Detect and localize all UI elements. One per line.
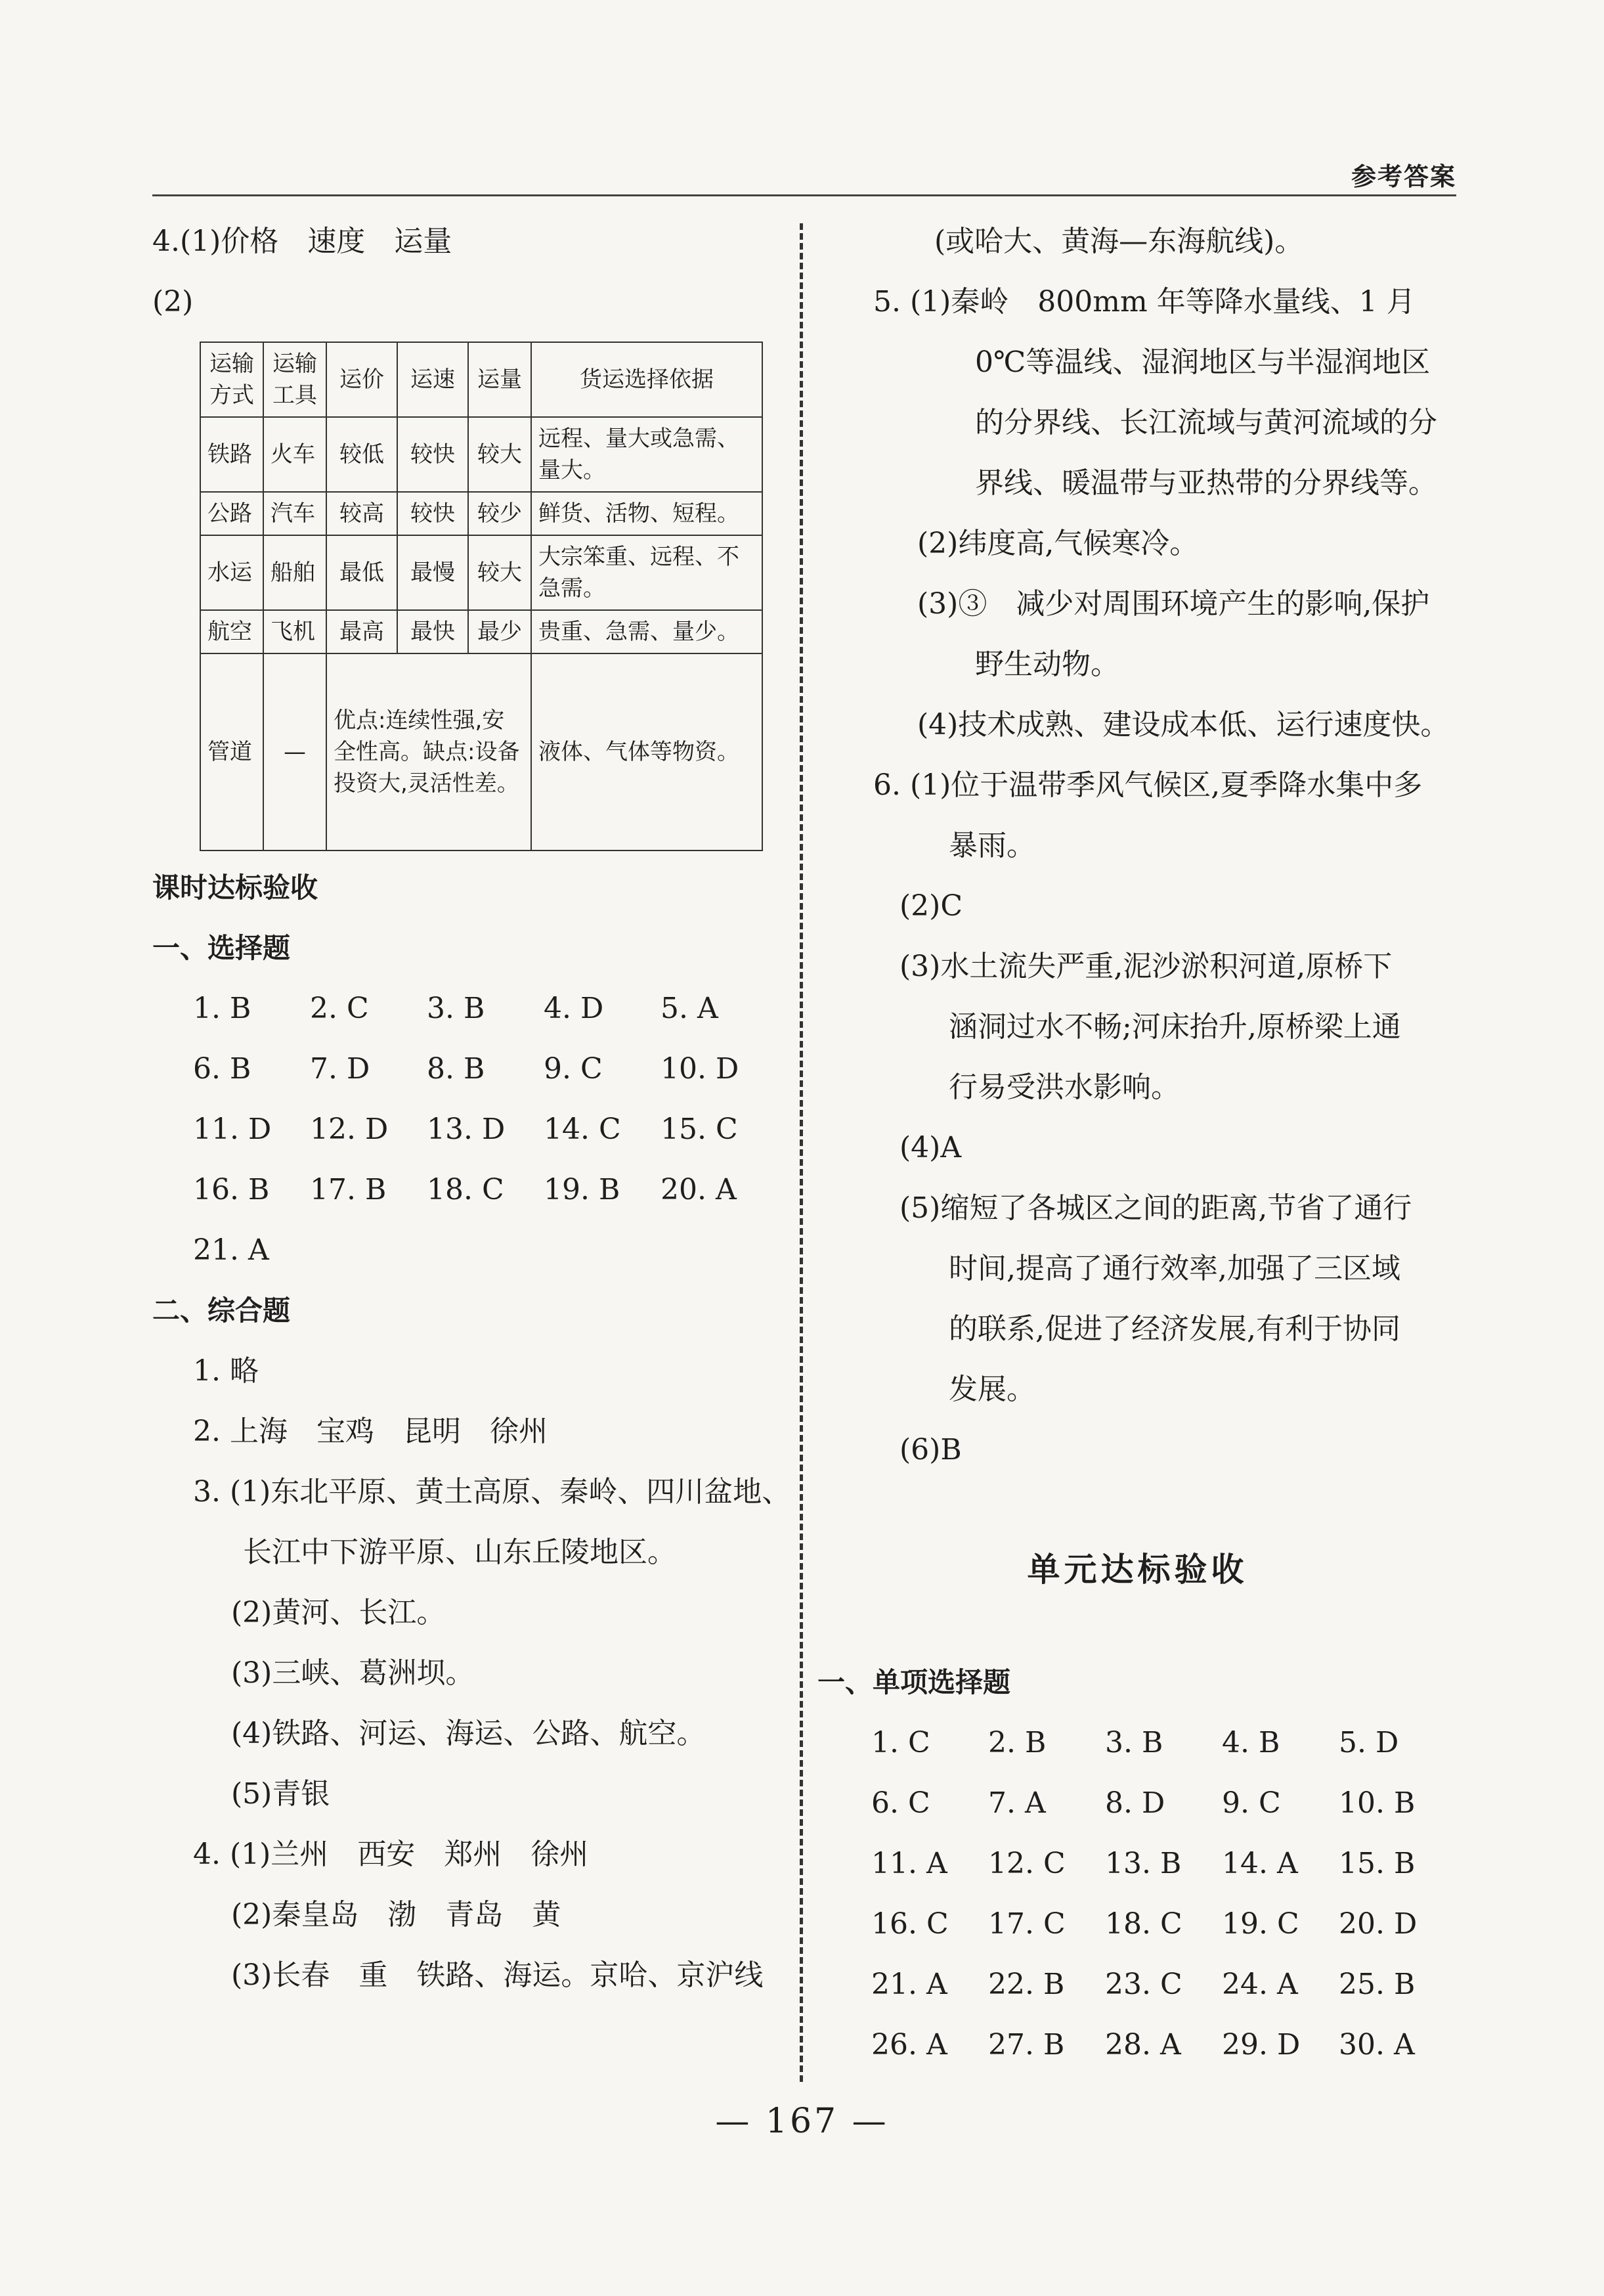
- answer-item: 1. C: [871, 1726, 930, 1759]
- answer-line: 6. (1)位于温带季风气候区,夏季降水集中多: [873, 768, 1423, 802]
- table-cell: 管道: [200, 653, 263, 850]
- answer-line: (5)缩短了各城区之间的距离,节省了通行: [900, 1191, 1412, 1225]
- answer-item: 27. B: [988, 2028, 1065, 2062]
- table-cell: 航空: [200, 610, 263, 653]
- q4-sub2: (2): [152, 285, 194, 319]
- answer-line: (6)B: [900, 1433, 962, 1467]
- choice-answers: [152, 979, 783, 1281]
- answer-item: 14. C: [544, 1113, 621, 1146]
- answer-line: (3)长春 重 铁路、海运。京哈、京沪线: [231, 1958, 764, 1992]
- answer-item: 5. D: [1339, 1726, 1399, 1759]
- table-cell: 火车: [263, 417, 326, 492]
- table-cell: 较大: [468, 417, 531, 492]
- answer-item: 12. D: [310, 1113, 389, 1146]
- answer-item: 10. D: [661, 1052, 739, 1086]
- table-row: [200, 535, 762, 610]
- answer-line: (2)纬度高,气候寒冷。: [917, 527, 1199, 560]
- page-number: — 167 —: [715, 2102, 889, 2141]
- answer-item: 9. C: [544, 1052, 603, 1086]
- answer-line: (2)黄河、长江。: [231, 1596, 446, 1629]
- table-cell: 较高: [326, 492, 397, 535]
- answer-item: 7. A: [988, 1786, 1046, 1820]
- column-divider: [800, 223, 803, 2082]
- answer-item: 16. B: [193, 1173, 270, 1206]
- answer-item: 14. A: [1222, 1847, 1298, 1880]
- answer-line: (2)C: [900, 889, 963, 923]
- answer-item: 11. A: [871, 1847, 947, 1880]
- answer-item: 6. C: [871, 1786, 930, 1820]
- answer-item: 15. C: [661, 1113, 738, 1146]
- answer-item: 5. A: [661, 992, 718, 1025]
- table-header-cell: 运输工具: [263, 342, 326, 417]
- answer-item: 20. D: [1339, 1907, 1418, 1941]
- answer-line: 涵洞过水不畅;河床抬升,原桥梁上通: [949, 1010, 1401, 1044]
- answer-line: 2. 上海 宝鸡 昆明 徐州: [193, 1415, 548, 1448]
- table-row: [200, 610, 762, 653]
- answer-line: 0℃等温线、湿润地区与半湿润地区: [975, 345, 1431, 379]
- answer-item: 1. B: [193, 992, 251, 1025]
- answer-item: 11. D: [193, 1113, 272, 1146]
- choice-answers: [817, 1713, 1458, 2075]
- table-cell: —: [263, 653, 326, 850]
- answer-line: 发展。: [949, 1373, 1035, 1406]
- answer-item: 8. B: [427, 1052, 485, 1086]
- table-header-cell: 货运选择依据: [531, 342, 762, 417]
- answer-line: 长江中下游平原、山东丘陵地区。: [243, 1535, 676, 1569]
- answer-item: 19. B: [544, 1173, 620, 1206]
- table-row: [200, 417, 762, 492]
- answer-item: 30. A: [1339, 2028, 1415, 2062]
- answer-line: 的联系,促进了经济发展,有利于协同: [949, 1312, 1400, 1346]
- table-cell: 最低: [326, 535, 397, 610]
- answer-item: 17. C: [988, 1907, 1066, 1941]
- answer-item: 20. A: [661, 1173, 737, 1206]
- table-cell: 最高: [326, 610, 397, 653]
- answer-item: 4. D: [544, 992, 604, 1025]
- table-cell: 船舶: [263, 535, 326, 610]
- table-cell: 最快: [397, 610, 468, 653]
- answer-line: (3)水土流失严重,泥沙淤积河道,原桥下: [900, 950, 1393, 983]
- section-title: 课时达标验收: [152, 872, 318, 904]
- table-cell: 远程、量大或急需、量大。: [531, 417, 762, 492]
- header-rule: [152, 194, 1456, 196]
- table-cell: 较大: [468, 535, 531, 610]
- part1-title: 一、选择题: [152, 932, 291, 964]
- table-header-cell: 运输方式: [200, 342, 263, 417]
- table-cell-merged: 优点:连续性强,安全性高。缺点:设备投资大,灵活性差。: [326, 653, 531, 850]
- table-cell: 最少: [468, 610, 531, 653]
- table-cell: 液体、气体等物资。: [531, 653, 762, 850]
- answer-item: 6. B: [193, 1052, 251, 1086]
- answer-item: 8. D: [1105, 1786, 1165, 1820]
- table-cell: 较快: [397, 492, 468, 535]
- table-cell: 铁路: [200, 417, 263, 492]
- table-header-row: [200, 342, 762, 417]
- answer-line: (4)技术成熟、建设成本低、运行速度快。: [917, 708, 1450, 741]
- answer-line: 行易受洪水影响。: [949, 1071, 1180, 1104]
- answer-item: 24. A: [1222, 1968, 1298, 2001]
- answer-item: 18. C: [1105, 1907, 1182, 1941]
- table-cell: 贵重、急需、量少。: [531, 610, 762, 653]
- answer-item: 21. A: [193, 1233, 269, 1267]
- answer-item: 12. C: [988, 1847, 1066, 1880]
- answer-item: 28. A: [1105, 2028, 1181, 2062]
- answer-item: 23. C: [1105, 1968, 1182, 2001]
- answer-item: 10. B: [1339, 1786, 1416, 1820]
- answer-item: 13. D: [427, 1113, 506, 1146]
- answer-item: 4. B: [1222, 1726, 1280, 1759]
- table-header-cell: 运价: [326, 342, 397, 417]
- answer-line: (或哈大、黄海—东海航线)。: [934, 225, 1304, 258]
- answer-line: (4)铁路、河运、海运、公路、航空。: [231, 1717, 706, 1750]
- running-header: 参考答案: [1351, 162, 1456, 191]
- left-column: [152, 211, 791, 2006]
- answer-line: 4. (1)兰州 西安 郑州 徐州: [193, 1838, 589, 1871]
- answer-line: 的分界线、长江流域与黄河流域的分: [975, 406, 1437, 439]
- answer-line: 界线、暖温带与亚热带的分界线等。: [975, 466, 1437, 500]
- table-cell: 大宗笨重、远程、不急需。: [531, 535, 762, 610]
- answer-item: 17. B: [310, 1173, 387, 1206]
- answer-line: (4)A: [900, 1131, 962, 1164]
- answer-item: 29. D: [1222, 2028, 1301, 2062]
- table-cell: 水运: [200, 535, 263, 610]
- answer-line: 5. (1)秦岭 800mm 年等降水量线、1 月: [873, 285, 1416, 319]
- table-cell: 鲜货、活物、短程。: [531, 492, 762, 535]
- answer-item: 15. B: [1339, 1847, 1416, 1880]
- answer-line: 1. 略: [193, 1354, 259, 1388]
- table-cell: 最慢: [397, 535, 468, 610]
- answer-line: 3. (1)东北平原、黄土高原、秦岭、四川盆地、: [193, 1475, 791, 1509]
- answer-item: 13. B: [1105, 1847, 1182, 1880]
- answer-line: 野生动物。: [975, 648, 1119, 681]
- table-header-cell: 运量: [468, 342, 531, 417]
- answer-item: 7. D: [310, 1052, 370, 1086]
- answer-item: 3. B: [427, 992, 485, 1025]
- answer-line: (3)③ 减少对周围环境产生的影响,保护: [917, 587, 1430, 621]
- answer-item: 25. B: [1339, 1968, 1416, 2001]
- answer-item: 2. B: [988, 1726, 1047, 1759]
- part2-title: 二、综合题: [152, 1294, 291, 1327]
- answer-item: 2. C: [310, 992, 369, 1025]
- right-column: [817, 211, 1458, 2075]
- table-cell: 公路: [200, 492, 263, 535]
- table-cell: 较低: [326, 417, 397, 492]
- answer-line: (2)秦皇岛 渤 青岛 黄: [231, 1898, 561, 1932]
- table-row: [200, 653, 762, 850]
- part1-title: 一、单项选择题: [817, 1666, 1011, 1698]
- table-header-cell: 运速: [397, 342, 468, 417]
- table-cell: 汽车: [263, 492, 326, 535]
- table-cell: 飞机: [263, 610, 326, 653]
- answer-line: 时间,提高了通行效率,加强了三区域: [949, 1252, 1400, 1285]
- answer-item: 22. B: [988, 1968, 1065, 2001]
- answer-item: 19. C: [1222, 1907, 1299, 1941]
- answer-item: 3. B: [1105, 1726, 1163, 1759]
- q4-header: 4.(1)价格 速度 运量: [152, 225, 452, 258]
- freight-table: [200, 342, 763, 851]
- answer-line: (5)青银: [231, 1777, 330, 1811]
- table-cell: 较快: [397, 417, 468, 492]
- answer-item: 26. A: [871, 2028, 947, 2062]
- unit-title: 单元达标验收: [1027, 1551, 1248, 1589]
- table-row: [200, 492, 762, 535]
- answer-item: 9. C: [1222, 1786, 1281, 1820]
- table-cell: 较少: [468, 492, 531, 535]
- answer-line: 暴雨。: [949, 829, 1035, 862]
- answer-item: 16. C: [871, 1907, 949, 1941]
- answer-item: 21. A: [871, 1968, 947, 2001]
- answer-item: 18. C: [427, 1173, 504, 1206]
- answer-line: (3)三峡、葛洲坝。: [231, 1656, 475, 1690]
